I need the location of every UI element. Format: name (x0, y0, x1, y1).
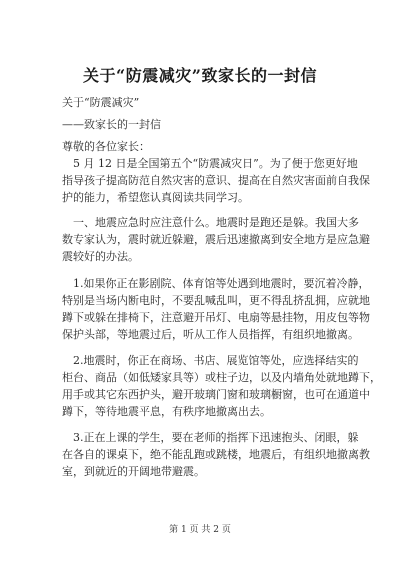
salutation: 尊敬的各位家长： (62, 140, 150, 153)
paragraph-line: 蹲下或躲在排椅下，注意避开吊灯、电扇等悬挂物，用皮包等物 (62, 311, 370, 324)
document-title: 关于“防震减灾”致家长的一封信 (83, 66, 317, 85)
paragraph-line: 用手或其它东西护头，避开玻璃门窗和玻璃橱窗，也可在通道中 (62, 388, 370, 401)
paragraph-line: 保护头部，等地震过后，听从工作人员指挥，有组织地撤离。 (62, 328, 359, 341)
paragraph-line: 一、地震应急时应注意什么。地震时是跑还是躲。我国大多 (73, 216, 359, 229)
paragraph-line: 数专家认为，震时就近躲避，震后迅速撤离到安全地方是应急避 (62, 233, 370, 246)
paragraph-line: 室，到就近的开阔地带避震。 (62, 465, 205, 478)
paragraph-line: 指导孩子提高防范自然灾害的意识、提高在自然灾害面前自我保 (62, 174, 370, 187)
page-footer: 第 1 页 共 2 页 (169, 525, 231, 535)
paragraph-line: 5 月 12 日是全国第五个“防震减灾日”。为了便于您更好地 (73, 157, 358, 170)
paragraph-line: 柜台、商品（如低矮家具等）或柱子边，以及内墙角处就地蹲下， (62, 371, 381, 384)
header-line: 关于“防震减灾” (62, 96, 140, 109)
paragraph-line: 震较好的办法。 (62, 250, 139, 263)
header-subline: ——致家长的一封信 (62, 118, 161, 131)
paragraph-line: 3.正在上课的学生，要在老师的指挥下迅速抱头、闭眼，躲 (73, 431, 359, 444)
paragraph-line: 在各自的课桌下，绝不能乱跑或跳楼，地震后，有组织地撤离教 (62, 448, 370, 461)
paragraph-line: 护的能力，希望您认真阅读共同学习。 (62, 191, 249, 204)
paragraph-line: 特别是当场内断电时，不要乱喊乱叫，更不得乱挤乱拥，应就地 (62, 294, 370, 307)
paragraph-line: 1.如果你正在影剧院、体育馆等处遇到地震时，要沉着冷静， (73, 277, 370, 290)
paragraph-line: 2.地震时，你正在商场、书店、展览馆等处，应选择结实的 (73, 354, 359, 367)
paragraph-line: 蹲下，等待地震平息，有秩序地撤离出去。 (62, 405, 271, 418)
